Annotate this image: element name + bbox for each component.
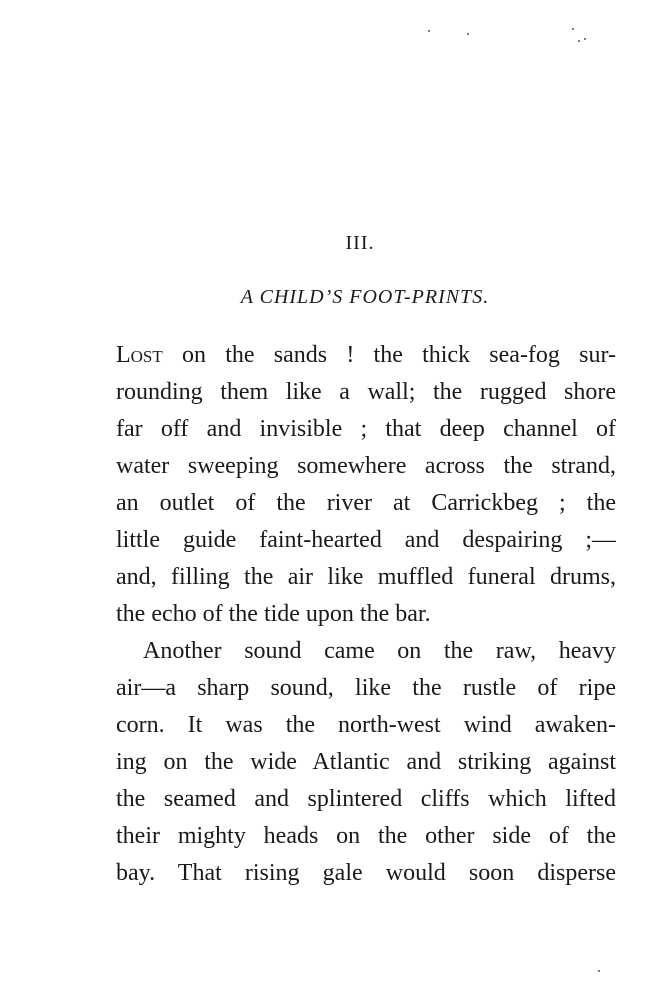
text-line: Lost on the sands ! the thick sea-fog sur-	[116, 342, 616, 368]
text-line: an outlet of the river at Carrickbeg ; the	[116, 490, 616, 516]
page-speck	[578, 40, 580, 42]
text-line: and, filling the air like muffled funeral drums,	[116, 564, 616, 590]
text-line: water sweeping somewhere across the strand,	[116, 453, 616, 479]
page-speck	[598, 970, 600, 972]
paragraph-1	[116, 337, 616, 633]
page-speck	[428, 30, 430, 32]
text-line: ing on the wide Atlantic and striking against	[116, 749, 616, 775]
paragraph-2	[116, 633, 616, 892]
text-line: the echo of the tide upon the bar.	[116, 601, 431, 627]
text-line: Another sound came on the raw, heavy	[143, 638, 616, 664]
chapter-number: III.	[345, 232, 375, 254]
page-speck	[572, 28, 574, 30]
text-line: bay. That rising gale would soon disperse	[116, 860, 616, 886]
text-line: far off and invisible ; that deep channel of	[116, 416, 616, 442]
text-line: little guide faint-hearted and despairing ;—	[116, 527, 616, 553]
text-line: air—a sharp sound, like the rustle of ripe	[116, 675, 616, 701]
page-speck	[467, 33, 469, 35]
opening-word: Lost	[116, 342, 163, 368]
page-speck	[584, 38, 586, 40]
body-text	[116, 337, 616, 892]
text-line: their mighty heads on the other side of the	[116, 823, 616, 849]
text-line: the seamed and splintered cliffs which lifted	[116, 786, 616, 812]
text-line: rounding them like a wall; the rugged shore	[116, 379, 616, 405]
text-line: corn. It was the north-west wind awaken-	[116, 712, 616, 738]
chapter-title: A CHILD’S FOOT-PRINTS.	[240, 286, 490, 308]
